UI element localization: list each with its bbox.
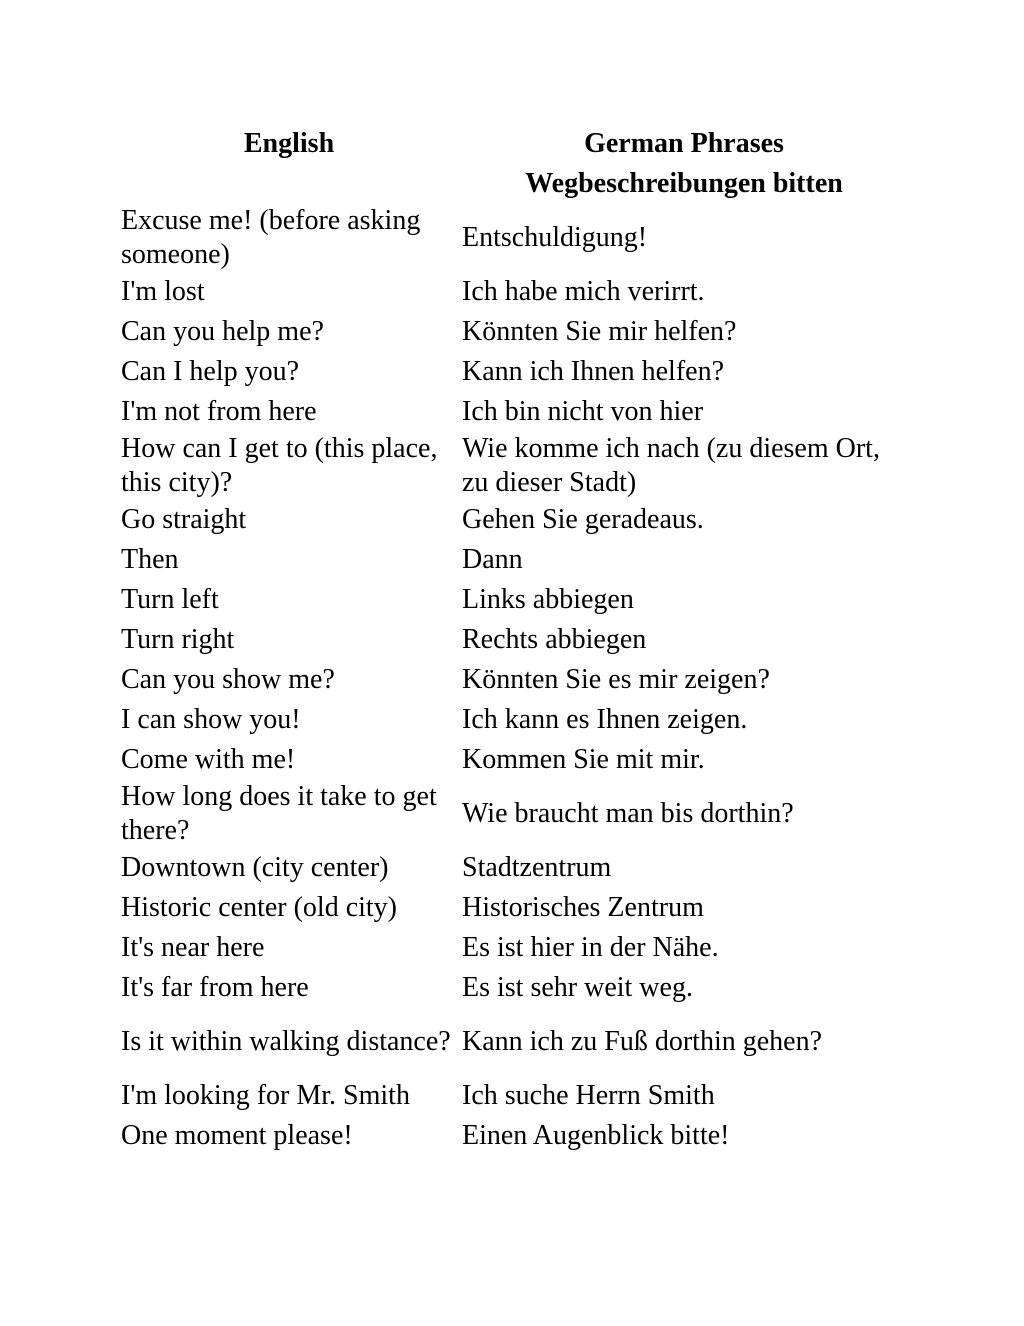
table-row bbox=[119, 660, 906, 700]
german-phrase: Entschuldigung! bbox=[462, 222, 648, 253]
english-phrase: Can you help me? bbox=[121, 316, 324, 347]
english-phrase: How can I get to (this place, this city)? bbox=[121, 433, 438, 498]
english-phrase: Then bbox=[121, 544, 179, 575]
english-phrase: It's near here bbox=[121, 932, 265, 963]
german-phrase: Einen Augenblick bitte! bbox=[462, 1120, 730, 1151]
english-phrase: How long does it take to get there? bbox=[121, 781, 437, 846]
phrase-table bbox=[119, 204, 906, 1156]
german-phrase: Historisches Zentrum bbox=[462, 892, 704, 923]
english-phrase: I'm looking for Mr. Smith bbox=[121, 1080, 410, 1111]
german-phrase: Links abbiegen bbox=[462, 584, 634, 615]
header-german-subtitle: Wegbeschreibungen bitten bbox=[525, 168, 843, 199]
table-row bbox=[119, 500, 906, 540]
table-row bbox=[119, 312, 906, 352]
english-phrase: Turn right bbox=[121, 624, 235, 655]
english-phrase: Come with me! bbox=[121, 744, 296, 775]
table-row bbox=[119, 700, 906, 740]
table-row bbox=[119, 888, 906, 928]
table-row bbox=[119, 204, 906, 272]
table-row bbox=[119, 740, 906, 780]
english-phrase: Is it within walking distance? bbox=[121, 1026, 451, 1057]
german-phrase: Wie komme ich nach (zu diesem Ort, zu dieser Stadt) bbox=[462, 433, 880, 498]
table-row bbox=[119, 580, 906, 620]
english-phrase: It's far from here bbox=[121, 972, 309, 1003]
table-row bbox=[119, 352, 906, 392]
table-row bbox=[119, 1076, 906, 1116]
english-phrase: Can I help you? bbox=[121, 356, 300, 387]
table-row bbox=[119, 432, 906, 500]
header-english: English bbox=[243, 128, 335, 159]
german-phrase: Wie braucht man bis dorthin? bbox=[462, 798, 794, 829]
german-phrase: Rechts abbiegen bbox=[462, 624, 647, 655]
english-phrase: Turn left bbox=[121, 584, 219, 615]
table-row bbox=[119, 968, 906, 1008]
table-row bbox=[119, 540, 906, 580]
german-phrase: Kommen Sie mit mir. bbox=[462, 744, 705, 775]
german-phrase: Stadtzentrum bbox=[462, 852, 612, 883]
table-row bbox=[119, 780, 906, 848]
german-phrase: Es ist sehr weit weg. bbox=[462, 972, 693, 1003]
header-german bbox=[462, 124, 906, 204]
header-german-title: German Phrases bbox=[584, 128, 784, 159]
german-phrase: Ich suche Herrn Smith bbox=[462, 1080, 715, 1111]
table-row bbox=[119, 1116, 906, 1156]
german-phrase: Ich kann es Ihnen zeigen. bbox=[462, 704, 748, 735]
table-row bbox=[119, 928, 906, 968]
table-row bbox=[119, 1008, 906, 1076]
german-phrase: Gehen Sie geradeaus. bbox=[462, 504, 704, 535]
table-row bbox=[119, 272, 906, 312]
german-phrase: Ich habe mich verirrt. bbox=[462, 276, 705, 307]
english-phrase: Excuse me! (before asking someone) bbox=[121, 205, 421, 270]
english-phrase: I can show you! bbox=[121, 704, 301, 735]
german-phrase: Könnten Sie mir helfen? bbox=[462, 316, 737, 347]
table-row bbox=[119, 620, 906, 660]
english-phrase: I'm lost bbox=[121, 276, 205, 307]
english-phrase: One moment please! bbox=[121, 1120, 353, 1151]
german-phrase: Kann ich Ihnen helfen? bbox=[462, 356, 724, 387]
english-phrase: Historic center (old city) bbox=[121, 892, 398, 923]
english-phrase: Go straight bbox=[121, 504, 247, 535]
german-phrase: Es ist hier in der Nähe. bbox=[462, 932, 719, 963]
english-phrase: I'm not from here bbox=[121, 396, 317, 427]
table-header bbox=[0, 124, 1024, 204]
german-phrase: Ich bin nicht von hier bbox=[462, 396, 704, 427]
german-phrase: Dann bbox=[462, 544, 523, 575]
german-phrase: Kann ich zu Fuß dorthin gehen? bbox=[462, 1026, 823, 1057]
english-phrase: Can you show me? bbox=[121, 664, 335, 695]
table-row bbox=[119, 848, 906, 888]
table-row bbox=[119, 392, 906, 432]
english-phrase: Downtown (city center) bbox=[121, 852, 389, 883]
german-phrase: Könnten Sie es mir zeigen? bbox=[462, 664, 770, 695]
